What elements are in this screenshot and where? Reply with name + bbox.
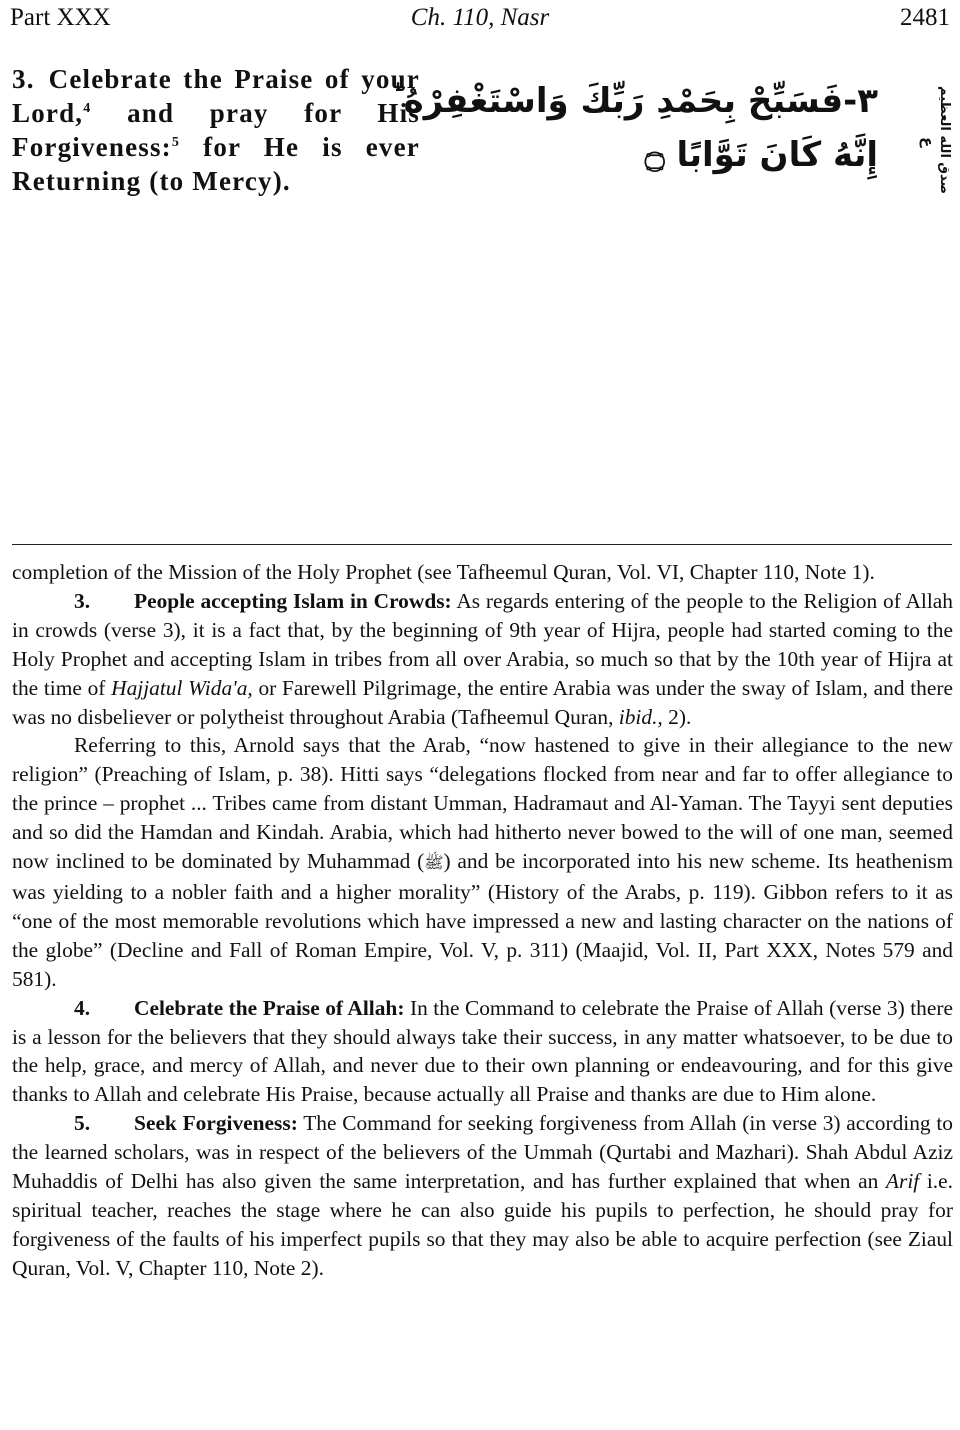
arabic-line: ٣-فَسَبِّحْ بِحَمْدِ رَبِّكَ وَاسْتَغْفِرْهُ ؕ [391,81,878,121]
arabic-line: إِنَّهُ كَانَ تَوَّابًا ۝ [644,135,878,175]
paragraph-text: completion of the Mission of the Holy Prophet (see Tafheemul Quran, Vol. VI, Chapter 110, Note 1). [12,560,875,584]
note-text: In the Command to celebrate the Praise of Allah (verse 3) there is a lesson for the believers that they should always take their success, in any matter whatsoever, to be due to the help, grace, and mercy of Allah, and never due to their own planning or endeavouring, and for this give thanks to Allah and celebrate His Praise, because actually all Praise and thanks are due to Him alone. [12,995,953,1107]
verse-text-part: Celebrate the Praise of your Lord, [12,64,420,128]
note-5 [12,1109,953,1282]
verse-text-part: for He is ever Returning (to Mercy). [12,132,420,196]
note-italic: ibid., [618,704,663,729]
footnote-divider [12,544,952,545]
footnote-marker[interactable]: 4 [83,101,92,116]
note-italic: Arif [885,1169,920,1194]
verse-text-part: and pray for His Forgiveness: [12,98,420,162]
note-number: 3. [74,588,91,613]
footnote-marker[interactable]: 5 [171,135,181,150]
part-label: Part XXX [10,4,111,31]
margin-note [912,66,952,214]
note-number: 5. [74,1111,91,1136]
note-heading: People accepting Islam in Crowds: [134,588,452,613]
note-continuation [12,558,953,587]
note-3-continued [12,731,953,993]
paragraph-text: Referring to this, Arnold says that the Arab, “now hastened to give in their allegiance to the new religion” (Preaching of Islam, p. 38). Hitti says “delegations flocked from near and far to offer allegiance to the prince – prophet ... Tribes came from distant Umman, Hadramaut and Al-Yaman. The Tayyi sent deputies and so did the Hamdan and Kindah. Arabia, which had hitherto never bowed to the will of one man, seemed now inclined to be dominated by Muhammad ( [12,733,953,874]
ruku-marker: ع [919,136,937,148]
note-italic: Hajjatul Wida'a, [111,675,253,700]
salutation-glyph: ﷺ [424,853,444,873]
page-number: 2481 [900,4,950,31]
note-number: 4. [74,995,91,1020]
chapter-title: Ch. 110, Nasr [410,4,550,31]
note-text: 2). [662,704,692,729]
note-3 [12,587,953,732]
verse-arabic [391,74,878,182]
note-heading: Seek Forgiveness: [134,1111,298,1136]
page-header [10,4,950,34]
note-text: i.e. spiritual teacher, reaches the stage where he can also guide his pupils to perfection, he should pray for forgiveness of the faults of his imperfect pupils so that they may also be able to acquire perfection (see Ziaul Quran, Vol. V, Chapter 110, Note 2). [12,1169,953,1280]
verse-translation [12,62,420,198]
note-text: The Command for seeking forgiveness from Allah (in verse 3) according to the learned scholars, was in respect of the believers of the Ummah (Qurtabi and Mazhari). Shah Abdul Aziz Muhaddis of Delhi has also given the same interpretation, and has further explained that when an [12,1111,953,1194]
note-4 [12,994,953,1110]
margin-note-text: صدق الله العظیم [937,85,952,195]
paragraph-text: ) and be incorporated into his new scheme. Its heathenism was yielding to a nobler faith and a higher morality” (History of the Arabs, p. 119). Gibbon refers to it as “one of the most memorable revolutions which have impressed a new and lasting character on the nations of the globe” (Decline and Fall of Roman Empire, Vol. V, p. 311) (Maajid, Vol. II, Part XXX, Notes 579 and 581). [12,849,953,991]
note-text: or Farewell Pilgrimage, the entire Arabia was under the sway of Islam, and there was no disbeliever or polytheist throughout Arabia (Tafheemul Quran, [12,675,953,729]
commentary-notes [12,558,953,1283]
verse-number: 3. [12,64,35,94]
note-heading: Celebrate the Praise of Allah: [134,995,405,1020]
note-text: As regards entering of the people to the Religion of Allah in crowds (verse 3), it is a fact that, by the beginning of 9th year of Hijra, people had started coming to the Holy Prophet and accepting Islam in tribes from all over Arabia, so much so that by the 10th year of Hijra at the time of [12,588,953,700]
